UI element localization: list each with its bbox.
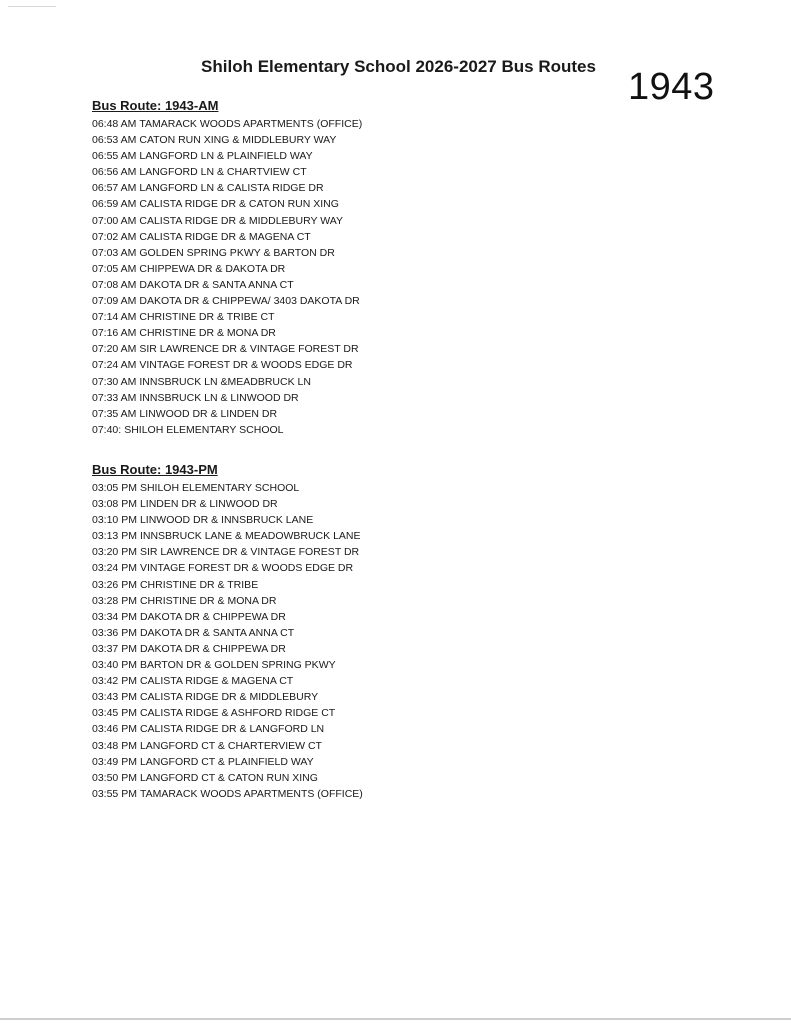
- stop-row: [92, 721, 363, 737]
- stop-location: CALISTA RIDGE DR & MAGENA CT: [139, 230, 311, 243]
- stop-time: 07:20 AM: [92, 343, 137, 356]
- stop-location: CALISTA RIDGE DR & CATON RUN XING: [139, 198, 339, 211]
- stop-location: BARTON DR & GOLDEN SPRING PKWY: [139, 659, 336, 672]
- stop-time: 06:57 AM: [92, 182, 137, 195]
- stop-location: LINWOOD DR & LINDEN DR: [139, 407, 278, 420]
- stop-time: 07:02 AM: [92, 230, 137, 243]
- stop-row: [92, 148, 362, 164]
- stop-time: 03:50 PM: [92, 771, 137, 784]
- stop-location: LANGFORD CT & CHARTERVIEW CT: [139, 739, 322, 752]
- stop-row: [92, 705, 363, 721]
- stop-location: CHRISTINE DR & TRIBE CT: [139, 311, 275, 324]
- stop-location: TAMARACK WOODS APARTMENTS (OFFICE): [139, 118, 363, 130]
- stop-location: CALISTA RIDGE DR & LANGFORD LN: [139, 723, 325, 736]
- stop-time: 07:08 AM: [92, 278, 137, 291]
- stop-time: 03:43 PM: [92, 691, 137, 704]
- stop-location: LANGFORD LN & CALISTA RIDGE DR: [139, 182, 324, 195]
- stop-time: 03:28 PM: [92, 594, 137, 607]
- stop-time: 06:53 AM: [92, 134, 137, 147]
- stop-row: [92, 673, 363, 689]
- stop-row: [92, 406, 362, 422]
- stop-location: CHRISTINE DR & MONA DR: [139, 594, 277, 607]
- stop-location: CALISTA RIDGE DR & MIDDLEBURY WAY: [139, 214, 344, 227]
- stop-location: TAMARACK WOODS APARTMENTS (OFFICE): [139, 787, 363, 800]
- stop-location: CHIPPEWA DR & DAKOTA DR: [139, 262, 286, 275]
- stop-location: INNSBRUCK LN &MEADBRUCK LN: [139, 375, 311, 388]
- stop-row: [92, 132, 362, 148]
- stop-row: [92, 577, 363, 593]
- stop-location: LANGFORD CT & CATON RUN XING: [139, 771, 318, 784]
- stop-location: VINTAGE FOREST DR & WOODS EDGE DR: [139, 562, 354, 575]
- stop-time: 07:40:: [92, 423, 122, 436]
- stop-row: [92, 528, 363, 544]
- stop-location: GOLDEN SPRING PKWY & BARTON DR: [139, 246, 335, 259]
- am-route-section: [92, 97, 362, 438]
- stop-row: [92, 374, 362, 390]
- stop-location: VINTAGE FOREST DR & WOODS EDGE DR: [139, 359, 353, 372]
- stop-location: DAKOTA DR & SANTA ANNA CT: [139, 626, 295, 639]
- stop-time: 03:45 PM: [92, 707, 137, 720]
- document-title: Shiloh Elementary School 2026-2027 Bus Routes: [201, 57, 596, 76]
- stop-time: 03:10 PM: [92, 514, 137, 527]
- stop-row: [92, 625, 363, 641]
- stop-location: SHILOH ELEMENTARY SCHOOL: [124, 423, 284, 436]
- stop-time: 03:42 PM: [92, 675, 137, 688]
- stop-row: [92, 657, 363, 673]
- stop-time: 06:55 AM: [92, 150, 137, 163]
- stop-time: 07:33 AM: [92, 391, 137, 404]
- stop-time: 07:30 AM: [92, 375, 137, 388]
- stop-location: INNSBRUCK LANE & MEADOWBRUCK LANE: [139, 530, 361, 543]
- stop-location: CHRISTINE DR & MONA DR: [139, 327, 276, 340]
- stop-row: [92, 293, 362, 309]
- stop-time: 03:13 PM: [92, 530, 137, 543]
- am-stop-list: [92, 116, 362, 438]
- stop-row: [92, 786, 363, 802]
- stop-row: [92, 496, 363, 512]
- stop-time: 03:48 PM: [92, 739, 137, 752]
- stop-row: [92, 754, 363, 770]
- stop-time: 03:34 PM: [92, 610, 137, 623]
- stop-row: [92, 116, 362, 132]
- stop-time: 03:37 PM: [92, 642, 137, 655]
- stop-time: 03:05 PM: [92, 482, 137, 494]
- stop-row: [92, 357, 362, 373]
- stop-location: SHILOH ELEMENTARY SCHOOL: [139, 482, 300, 494]
- stop-row: [92, 229, 362, 245]
- stop-location: DAKOTA DR & CHIPPEWA/ 3403 DAKOTA DR: [139, 295, 360, 308]
- stop-row: [92, 689, 363, 705]
- stop-location: CALISTA RIDGE & ASHFORD RIDGE CT: [139, 707, 336, 720]
- stop-time: 03:24 PM: [92, 562, 137, 575]
- stop-time: 07:24 AM: [92, 359, 137, 372]
- stop-location: CALISTA RIDGE & MAGENA CT: [139, 675, 294, 688]
- stop-time: 07:09 AM: [92, 295, 137, 308]
- stop-location: LINDEN DR & LINWOOD DR: [139, 498, 278, 511]
- stop-time: 03:08 PM: [92, 498, 137, 511]
- stop-time: 03:36 PM: [92, 626, 137, 639]
- stop-row: [92, 512, 363, 528]
- stop-time: 03:55 PM: [92, 787, 137, 800]
- stop-time: 03:40 PM: [92, 659, 137, 672]
- stop-time: 07:14 AM: [92, 311, 137, 324]
- stop-time: 06:56 AM: [92, 166, 137, 179]
- stop-row: [92, 593, 363, 609]
- stop-time: 03:20 PM: [92, 546, 137, 559]
- stop-location: LINWOOD DR & INNSBRUCK LANE: [139, 514, 314, 527]
- stop-row: [92, 390, 362, 406]
- stop-row: [92, 213, 362, 229]
- am-route-heading: Bus Route: 1943-AM: [92, 98, 219, 113]
- stop-location: LANGFORD CT & PLAINFIELD WAY: [139, 755, 314, 768]
- stop-location: SIR LAWRENCE DR & VINTAGE FOREST DR: [139, 343, 359, 356]
- stop-row: [92, 641, 363, 657]
- route-number: 1943: [628, 66, 715, 108]
- stop-row: [92, 480, 363, 496]
- scan-artifact-bottom: [0, 1018, 791, 1020]
- stop-time: 06:48 AM: [92, 118, 137, 130]
- stop-row: [92, 309, 362, 325]
- stop-time: 03:26 PM: [92, 578, 137, 591]
- stop-time: 07:00 AM: [92, 214, 137, 227]
- stop-location: INNSBRUCK LN & LINWOOD DR: [139, 391, 299, 404]
- stop-row: [92, 560, 363, 576]
- pm-route-section: [92, 461, 363, 802]
- stop-row: [92, 341, 362, 357]
- stop-row: [92, 770, 363, 786]
- stop-row: [92, 180, 362, 196]
- stop-row: [92, 277, 362, 293]
- stop-time: 07:16 AM: [92, 327, 137, 340]
- stop-location: LANGFORD LN & CHARTVIEW CT: [139, 166, 307, 179]
- stop-row: [92, 422, 362, 438]
- stop-time: 03:49 PM: [92, 755, 137, 768]
- stop-location: DAKOTA DR & SANTA ANNA CT: [139, 278, 294, 291]
- pm-route-heading: Bus Route: 1943-PM: [92, 462, 218, 477]
- stop-location: DAKOTA DR & CHIPPEWA DR: [139, 642, 286, 655]
- stop-time: 07:05 AM: [92, 262, 137, 275]
- stop-location: CALISTA RIDGE DR & MIDDLEBURY: [139, 691, 319, 704]
- stop-time: 03:46 PM: [92, 723, 137, 736]
- stop-time: 07:03 AM: [92, 246, 137, 259]
- stop-row: [92, 738, 363, 754]
- stop-row: [92, 245, 362, 261]
- stop-row: [92, 609, 363, 625]
- stop-row: [92, 196, 362, 212]
- stop-location: CATON RUN XING & MIDDLEBURY WAY: [139, 134, 337, 147]
- stop-row: [92, 544, 363, 560]
- stop-time: 06:59 AM: [92, 198, 137, 211]
- stop-row: [92, 261, 362, 277]
- stop-time: 07:35 AM: [92, 407, 137, 420]
- stop-location: SIR LAWRENCE DR & VINTAGE FOREST DR: [139, 546, 360, 559]
- stop-location: CHRISTINE DR & TRIBE: [139, 578, 259, 591]
- stop-row: [92, 325, 362, 341]
- stop-row: [92, 164, 362, 180]
- pm-stop-list: [92, 480, 363, 802]
- scan-artifact-top: [8, 6, 56, 7]
- stop-location: LANGFORD LN & PLAINFIELD WAY: [139, 150, 313, 163]
- stop-location: DAKOTA DR & CHIPPEWA DR: [139, 610, 286, 623]
